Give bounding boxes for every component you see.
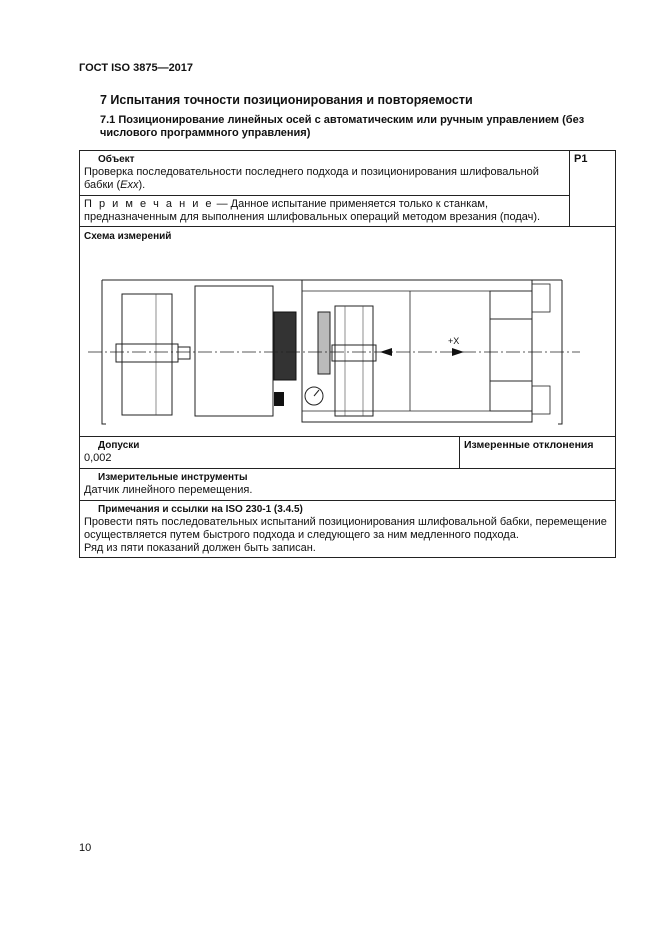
object-text xyxy=(84,166,539,191)
instruments-row xyxy=(80,469,616,501)
approach-arrow-icon xyxy=(380,348,392,356)
workhead-spindle xyxy=(116,344,178,362)
measurement-diagram xyxy=(80,246,616,436)
test-code-cell xyxy=(570,151,616,227)
document-code: ГОСТ ISO 3875—2017 xyxy=(79,62,194,74)
measured-cell xyxy=(460,437,616,469)
workpiece xyxy=(274,312,296,380)
object-text-end: ). xyxy=(138,179,146,191)
notes-line1: Провести пять последовательных испытаний позиционирования шлифовальной бабки, перемещение осуществляется путем быстрого подхода и следующего за ним медленного подхода. xyxy=(84,516,607,541)
note-text: — Данное испытание применяется только к станкам, предназначенным для выполнения шлифовальных операций методом врезания (подач). xyxy=(84,198,541,223)
tolerance-cell xyxy=(80,437,460,469)
axis-label: +X xyxy=(448,336,460,346)
scheme-row xyxy=(80,227,616,437)
test-table xyxy=(79,150,616,558)
direction-arrow-icon xyxy=(452,348,464,356)
scheme-cell xyxy=(80,227,616,437)
workhead-body xyxy=(122,294,172,415)
object-row xyxy=(80,151,616,196)
test-code: P1 xyxy=(574,153,588,165)
object-cell xyxy=(80,151,570,196)
object-text-code: Exx xyxy=(120,179,139,191)
notes-row xyxy=(80,501,616,558)
table-block xyxy=(195,286,273,416)
notes-cell xyxy=(80,501,616,558)
object-text-main: Проверка последовательности последнего подхода и позиционирования шлифовальной бабки ( xyxy=(84,166,539,191)
note-label: П р и м е ч а н и е xyxy=(84,198,214,210)
scheme-header: Схема измерений xyxy=(84,231,172,242)
spindle-end xyxy=(178,347,190,359)
object-note-row xyxy=(80,196,616,227)
object-header: Объект xyxy=(98,154,135,165)
instruments-header: Измерительные инструменты xyxy=(98,472,248,483)
tolerance-row xyxy=(80,437,616,469)
stop-block xyxy=(274,392,284,406)
instruments-value: Датчик линейного перемещения. xyxy=(84,484,253,496)
page-number: 10 xyxy=(79,842,92,854)
grinding-wheel xyxy=(318,312,330,374)
section-title: 7 Испытания точности позиционирования и повторяемости xyxy=(100,93,473,107)
notes-line2: Ряд из пяти показаний должен быть записан. xyxy=(84,542,316,554)
measured-header: Измеренные отклонения xyxy=(464,439,594,451)
tolerance-value: 0,002 xyxy=(84,452,112,464)
object-note xyxy=(80,196,570,227)
instruments-cell xyxy=(80,469,616,501)
tolerance-header: Допуски xyxy=(98,440,140,451)
subsection-title: 7.1 Позиционирование линейных осей с автоматическим или ручным управлением (без числового программного управления) xyxy=(100,114,585,139)
grinding-head-housing xyxy=(302,280,532,422)
notes-header: Примечания и ссылки на ISO 230-1 (3.4.5) xyxy=(98,504,303,515)
